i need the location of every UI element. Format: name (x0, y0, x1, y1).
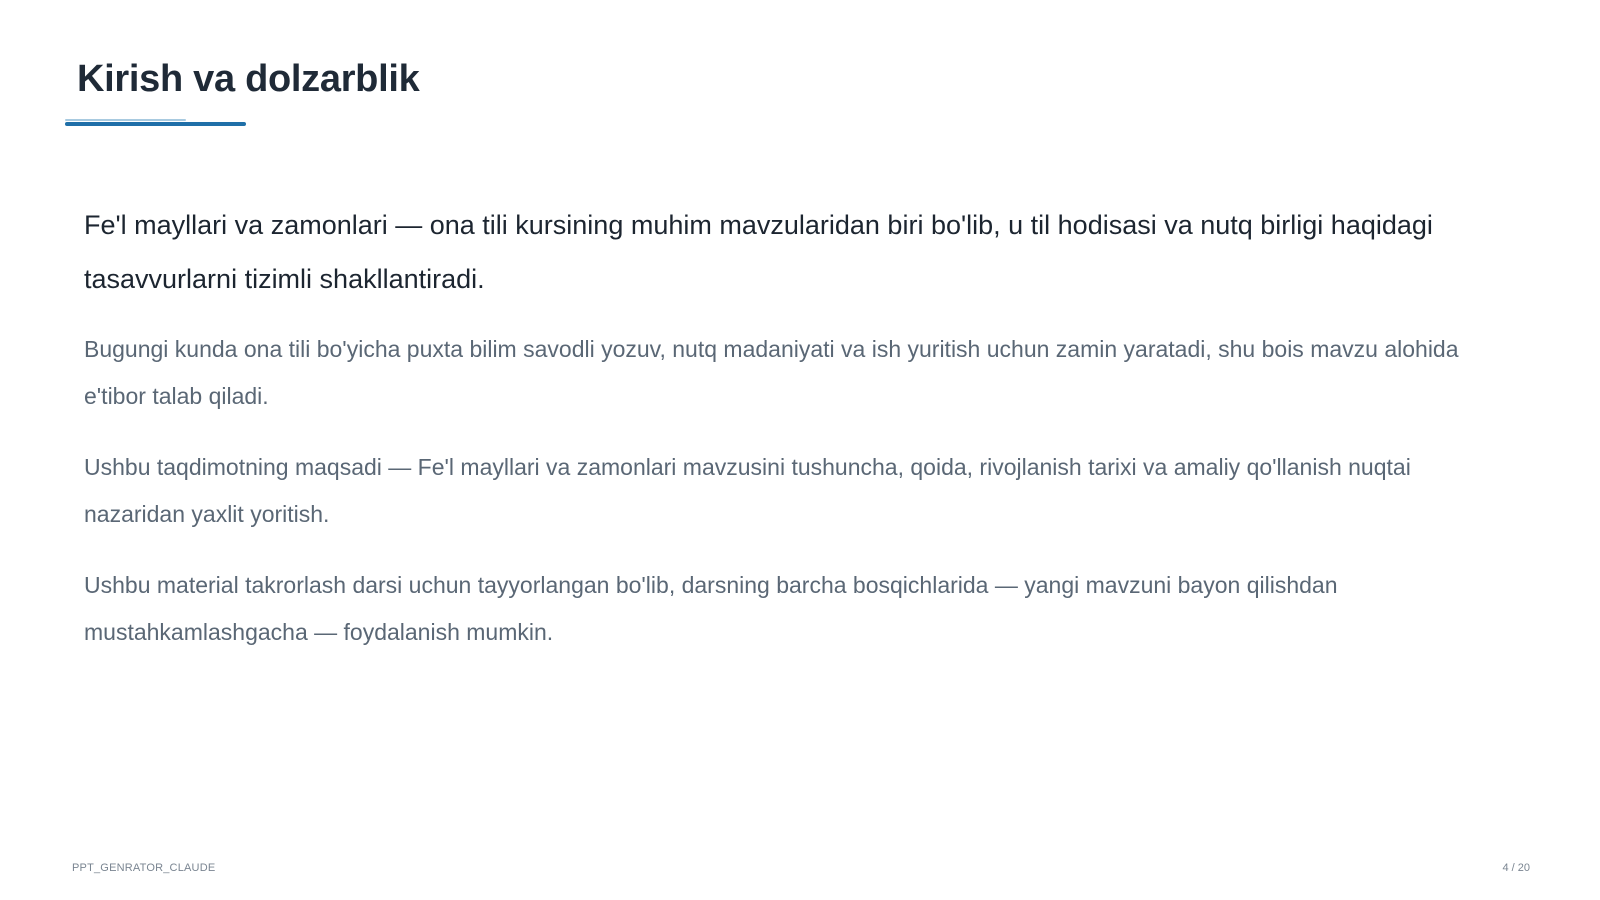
slide-title: Kirish va dolzarblik (77, 58, 420, 100)
lead-paragraph: Fe'l mayllari va zamonlari — ona tili kursining muhim mavzularidan biri bo'lib, u til hodisasi va nutq birligi haqidagi tasavvurlarni tizimli shakllantiradi. (84, 210, 1433, 294)
footer-brand: PPT_GENRATOR_CLAUDE (72, 862, 216, 874)
title-underline-highlight (65, 119, 186, 121)
page-indicator: 4 / 20 (1502, 862, 1530, 874)
slide-content (84, 198, 1504, 680)
title-underline (65, 122, 246, 126)
body-paragraph-3: Ushbu material takrorlash darsi uchun tayyorlangan bo'lib, darsning barcha bosqichlarida — yangi mavzuni bayon qilishdan mustahkamlashgacha — foydalanish mumkin. (84, 572, 1338, 645)
body-paragraph-2: Ushbu taqdimotning maqsadi — Fe'l mayllari va zamonlari mavzusini tushuncha, qoida, rivojlanish tarixi va amaliy qo'llanish nuqtai nazaridan yaxlit yoritish. (84, 454, 1411, 527)
body-paragraph-1: Bugungi kunda ona tili bo'yicha puxta bilim savodli yozuv, nutq madaniyati va ish yuritish uchun zamin yaratadi, shu bois mavzu alohida e'tibor talab qiladi. (84, 336, 1459, 409)
